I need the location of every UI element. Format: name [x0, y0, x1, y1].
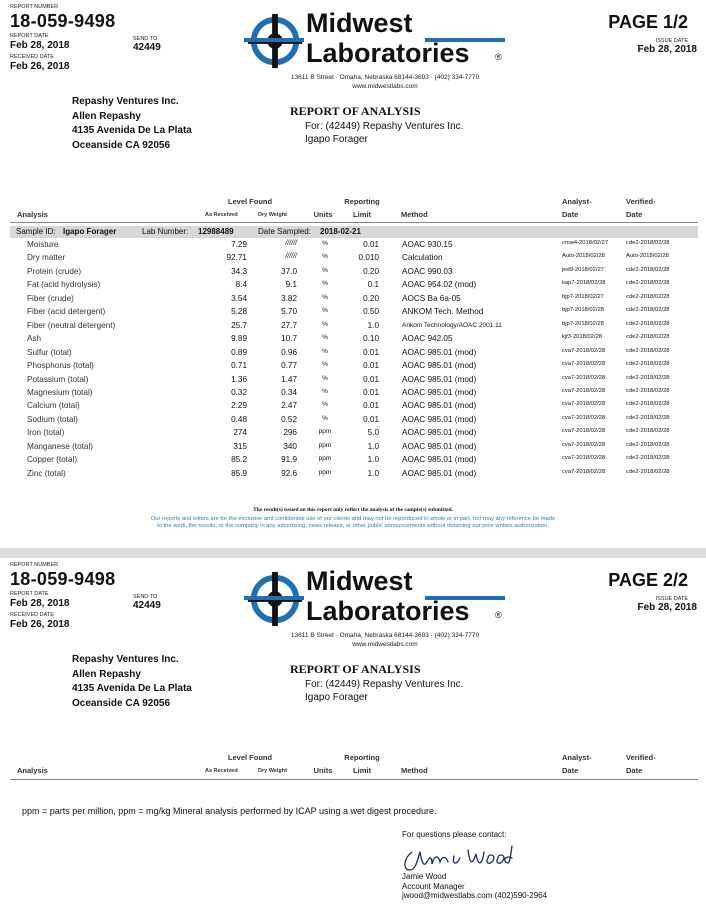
table-row [0, 428, 706, 441]
as-received-cell: 85.2 [231, 455, 247, 465]
verified-date-cell: cde2-2018/02/28 [626, 468, 670, 475]
units-cell: % [322, 414, 328, 422]
units-cell: % [322, 374, 328, 382]
report-for-line: For: (42449) Repashy Ventures Inc. [305, 121, 464, 132]
units-cell: % [322, 361, 328, 369]
client-address-block [72, 653, 192, 711]
dry-weight-cell: 1.47 [281, 374, 297, 384]
as-received-cell: 0.32 [231, 387, 247, 397]
analyst-date-cell: cva7-2018/02/28 [562, 455, 606, 462]
received-date-label: RECEIVED DATE [10, 612, 54, 618]
dry-weight-cell: 0.77 [281, 361, 297, 371]
report-date-label: REPORT DATE [10, 591, 49, 597]
verified-date-cell: cde2-2018/02/28 [626, 414, 670, 421]
verified-date-header: Date [626, 766, 643, 775]
lab-number-label: Lab Number: [142, 227, 189, 236]
report-date: Feb 28, 2018 [10, 40, 70, 51]
units-cell: ppm [318, 468, 332, 476]
method-cell: AOAC 985.01 (mod) [402, 428, 477, 438]
analysis-cell: Ash [27, 334, 42, 344]
analysis-cell: Dry matter [27, 253, 66, 263]
method-cell: AOAC 985.01 (mod) [402, 374, 477, 384]
analyst-header: Analyst- [562, 197, 592, 206]
method-cell: AOAC 954.02 (mod) [402, 280, 477, 290]
units-cell: % [322, 240, 328, 247]
dry-weight-cell: ////// [285, 240, 297, 247]
reporting-limit-cell: 1.0 [367, 441, 379, 451]
verified-date-cell: cde2-2018/02/28 [626, 293, 670, 300]
table-row [0, 455, 706, 468]
date-sampled-label: Date Sampled: [258, 227, 311, 236]
analysis-cell: Phosphorus (total) [27, 361, 94, 371]
analyst-date-cell: cva7-2018/02/28 [562, 374, 606, 381]
level-found-header: Level Found [227, 197, 273, 206]
registered-mark: ® [495, 610, 502, 620]
analyst-date-cell: cva7-2018/02/28 [562, 441, 606, 448]
client-contact: Allen Repashy [72, 110, 141, 122]
reporting-limit-cell: 0.01 [363, 401, 379, 411]
method-cell: AOAC 930.15 [402, 240, 453, 249]
page-number: PAGE 2/2 [608, 570, 688, 590]
units-cell: ppm [318, 428, 332, 436]
verified-date-cell: cde2-2018/02/28 [626, 455, 670, 462]
analyst-date-cell: cva7-2018/02/28 [562, 387, 606, 394]
as-received-cell: 85.9 [231, 468, 247, 478]
as-received-cell: 5.28 [231, 307, 247, 317]
analysis-cell: Protein (crude) [27, 266, 82, 276]
issue-date: Feb 28, 2018 [637, 44, 697, 55]
as-received-cell: 8.4 [235, 280, 247, 290]
client-city: Oceanside CA 92056 [72, 697, 171, 709]
table-row [0, 375, 706, 388]
as-received-cell: 274 [233, 428, 247, 438]
dry-weight-cell: 10.7 [281, 334, 297, 344]
dry-weight-cell: 27.7 [281, 320, 297, 330]
reporting-limit-cell: 0.20 [363, 266, 379, 276]
verified-date-cell: cde2-2018/02/28 [626, 441, 670, 448]
units-cell: % [322, 280, 328, 288]
method-cell: AOAC 985.01 (mod) [402, 455, 477, 465]
analysis-header: Analysis [17, 210, 48, 219]
as-received-cell: 25.7 [231, 320, 247, 330]
units-cell: % [322, 401, 328, 409]
method-cell: AOAC 985.01 (mod) [402, 401, 477, 411]
registered-mark: ® [495, 52, 502, 62]
units-header: Units [313, 766, 333, 775]
method-header: Method [401, 766, 428, 775]
analyst-date-cell: jed9-2018/02/27 [562, 266, 604, 273]
report-number-label: REPORT NUMBER [10, 4, 59, 10]
as-received-cell: 1.36 [231, 374, 247, 384]
analysis-cell: Fiber (neutral detergent) [27, 320, 116, 330]
analysis-header: Analysis [17, 766, 48, 775]
table-row [0, 253, 706, 266]
reporting-limit-cell: 0.20 [363, 293, 379, 303]
analysis-cell: Fiber (acid detergent) [27, 307, 106, 317]
reporting-limit-cell: 1.0 [367, 468, 379, 478]
table-row [0, 401, 706, 414]
reporting-limit-cell: 0.01 [363, 240, 379, 249]
as-received-cell: 34.3 [231, 266, 247, 276]
reporting-limit-cell: 0.10 [363, 334, 379, 344]
report-for-block [305, 120, 463, 146]
units-header: Units [313, 210, 333, 219]
analysis-cell: Magnesium (total) [27, 387, 93, 397]
reporting-limit-cell: 1.0 [367, 455, 379, 465]
analyst-date-header: Date [562, 210, 579, 219]
reporting-header: Reporting [344, 753, 380, 762]
report-product: Igapo Forager [305, 134, 368, 145]
report-number: 18-059-9498 [10, 11, 116, 31]
analysis-cell: Copper (total) [27, 455, 78, 465]
analyst-date-cell: cva7-2018/02/28 [562, 468, 606, 475]
verified-date-cell: cde2-2018/02/28 [626, 280, 670, 287]
dry-weight-cell: 92.6 [281, 468, 297, 478]
method-cell: AOCS Ba 6a-05 [402, 293, 461, 303]
issue-date-label: ISSUE DATE [655, 596, 688, 602]
as-received-cell: 0.48 [231, 414, 247, 424]
send-to-label: SEND TO [133, 594, 158, 600]
analyst-date-cell: Auto-2018/02/28 [562, 253, 605, 260]
report-title: REPORT OF ANALYSIS [290, 104, 421, 118]
verified-date-cell: cde2-2018/02/28 [626, 401, 670, 408]
report-title: REPORT OF ANALYSIS [290, 662, 421, 676]
analysis-cell: Sulfur (total) [27, 347, 72, 357]
units-cell: % [322, 387, 328, 395]
units-cell: ppm [318, 441, 332, 449]
dry-weight-cell: 0.52 [281, 414, 297, 424]
contact-title: Account Manager [402, 881, 465, 891]
level-found-header: Level Found [227, 753, 273, 762]
lab-address: 13611 B Street · Omaha, Nebraska 68144-3693 · (402) 334-7770 [290, 632, 480, 639]
analyst-header: Analyst- [562, 753, 592, 762]
verified-date-cell: cde2-2018/02/28 [626, 428, 670, 435]
client-street: 4135 Avenida De La Plata [72, 125, 192, 136]
as-received-cell: 92.71 [226, 253, 247, 263]
analyst-date-cell: bjp7-2018/02/28 [562, 320, 604, 327]
method-cell: Ankom Technology/AOAC 2001.11 [402, 321, 502, 329]
lab-name-line2: Laboratories [306, 38, 470, 68]
table-row [0, 388, 706, 401]
questions-label: For questions please contact: [402, 830, 507, 839]
client-company: Repashy Ventures Inc. [72, 654, 179, 665]
verified-header: Verified- [626, 197, 656, 206]
verified-date-cell: cde2-2018/02/28 [626, 347, 670, 354]
received-date: Feb 26, 2018 [10, 619, 70, 630]
dry-weight-cell: 3.82 [281, 293, 297, 303]
report-date: Feb 28, 2018 [10, 598, 70, 609]
lab-name-line2: Laboratories [306, 596, 470, 626]
analyst-date-cell: cva7-2018/02/28 [562, 347, 606, 354]
results-note: The result(s) issued on this report only reflect the analysis of the sample(s) submitted. [253, 507, 453, 513]
as-received-cell: 315 [233, 441, 247, 451]
analysis-cell: Manganese (total) [27, 441, 93, 451]
units-cell: % [322, 334, 328, 342]
table-row [0, 469, 706, 482]
contact-info: jwood@midwestlabs.com (402)590-2964 [402, 891, 548, 900]
client-city: Oceanside CA 92056 [72, 139, 171, 151]
client-address-block [72, 95, 192, 153]
units-cell: % [322, 266, 328, 274]
verified-date-cell: cde2-2018/02/28 [626, 240, 670, 246]
verified-date-cell: cde2-2018/02/28 [626, 361, 670, 368]
verified-date-cell: cde2-2018/02/28 [626, 320, 670, 327]
received-date: Feb 26, 2018 [10, 61, 70, 72]
table-row [0, 348, 706, 361]
analyst-date-cell: bjp7-2018/02/27 [562, 293, 604, 300]
lab-logo [240, 8, 510, 96]
report-page-2 [0, 558, 706, 920]
analyst-date-cell: cva7-2018/02/28 [562, 428, 606, 435]
analysis-cell: Zinc (total) [27, 468, 66, 478]
method-cell: Calculation [402, 253, 443, 263]
dry-weight-header: Dry Weight [258, 212, 287, 218]
confidentiality-disclaimer [0, 516, 706, 530]
analysis-cell: Sodium (total) [27, 414, 78, 424]
method-cell: AOAC 990.03 [402, 266, 453, 276]
lab-logo [240, 566, 510, 654]
reporting-limit-cell: 5.0 [367, 428, 379, 438]
dry-weight-header: Dry Weight [258, 768, 287, 774]
units-cell: % [322, 253, 328, 261]
reporting-limit-cell: 0.01 [363, 347, 379, 357]
reporting-limit-cell: 1.0 [367, 320, 379, 330]
client-street: 4135 Avenida De La Plata [72, 683, 192, 694]
as-received-header: As Received [205, 768, 238, 774]
dry-weight-cell: ////// [285, 253, 297, 261]
report-date-label: REPORT DATE [10, 33, 49, 39]
analysis-cell: Fat (acid hydrolysis) [27, 280, 101, 290]
dry-weight-cell: 37.0 [281, 266, 297, 276]
method-cell: AOAC 985.01 (mod) [402, 441, 477, 451]
as-received-cell: 0.71 [231, 361, 247, 371]
analyst-date-cell: cva7-2018/02/28 [562, 361, 606, 368]
table-row [0, 415, 706, 428]
dry-weight-cell: 296 [283, 428, 297, 438]
reporting-limit-cell: 0.01 [363, 361, 379, 371]
lab-name-line1: Midwest [306, 8, 413, 38]
table-row [0, 442, 706, 455]
reporting-limit-cell: 0.010 [358, 253, 379, 263]
analysis-cell: Potassium (total) [27, 374, 89, 384]
table-row [0, 280, 706, 293]
reporting-limit-cell: 0.50 [363, 307, 379, 317]
dry-weight-cell: 9.1 [285, 280, 297, 290]
verified-date-cell: cde2-2018/02/28 [626, 387, 670, 394]
analyst-date-cell: kap7-2018/02/28 [562, 280, 606, 287]
page-separator [0, 548, 706, 558]
method-cell: ANKOM Tech. Method [402, 307, 484, 317]
analyst-date-cell: kjf3-2018/02/28 [562, 334, 602, 341]
reporting-limit-cell: 0.01 [363, 374, 379, 384]
as-received-cell: 9.89 [231, 334, 247, 344]
method-cell: AOAC 985.01 (mod) [402, 347, 477, 357]
issue-date: Feb 28, 2018 [637, 602, 697, 613]
verified-date-cell: cde2-2018/02/28 [626, 334, 670, 341]
contact-block [402, 872, 547, 901]
as-received-cell: 7.29 [231, 240, 247, 249]
client-contact: Allen Repashy [72, 668, 141, 680]
table-row [0, 240, 706, 253]
page-number: PAGE 1/2 [608, 12, 688, 32]
client-company: Repashy Ventures Inc. [72, 96, 179, 107]
method-cell: AOAC 942.05 [402, 334, 453, 344]
report-number: 18-059-9498 [10, 569, 116, 589]
units-cell: % [322, 347, 328, 355]
dry-weight-cell: 0.96 [281, 347, 297, 357]
method-header: Method [401, 210, 428, 219]
table-row [0, 267, 706, 280]
analyst-date-header: Date [562, 766, 579, 775]
lab-website: www.midwestlabs.com [352, 83, 418, 90]
lab-address: 13611 B Street · Omaha, Nebraska 68144-3693 · (402) 334-7770 [290, 74, 480, 81]
dry-weight-cell: 91.9 [281, 455, 297, 465]
table-row [0, 321, 706, 334]
report-number-label: REPORT NUMBER [10, 562, 59, 568]
sample-id-label: Sample ID: [16, 227, 56, 236]
contact-name: Jamie Wood [402, 872, 447, 881]
as-received-header: As Received [205, 212, 238, 218]
units-cell: % [322, 320, 328, 328]
dry-weight-cell: 340 [283, 441, 297, 451]
method-cell: AOAC 985.01 (mod) [402, 361, 477, 371]
units-cell: % [322, 293, 328, 301]
analyst-date-cell: bjp7-2018/02/28 [562, 307, 604, 314]
verified-date-cell: Auto-2018/02/28 [626, 253, 669, 260]
method-cell: AOAC 985.01 (mod) [402, 468, 477, 478]
verified-date-cell: cde2-2018/02/28 [626, 374, 670, 381]
report-for-block [305, 678, 463, 704]
lab-number: 12988489 [198, 227, 234, 236]
verified-header: Verified- [626, 753, 656, 762]
analysis-cell: Moisture [27, 240, 59, 249]
date-sampled: 2018-02-21 [320, 227, 361, 236]
verified-date-cell: cde2-2018/02/28 [626, 307, 670, 314]
method-cell: AOAC 985.01 (mod) [402, 387, 477, 397]
report-for-line: For: (42449) Repashy Ventures Inc. [305, 679, 464, 690]
limit-header: Limit [353, 210, 371, 219]
send-to: 42449 [133, 600, 161, 611]
analyst-date-cell: cmw4-2018/02/27 [562, 240, 609, 246]
sample-id: Igapo Forager [63, 227, 117, 236]
issue-date-label: ISSUE DATE [655, 38, 688, 44]
units-cell: % [322, 307, 328, 315]
table-row [0, 334, 706, 347]
ppm-note: ppm = parts per million, ppm = mg/kg Mineral analysis performed by ICAP using a wet digest procedure. [22, 806, 437, 816]
disclaimer-line-1: Our reports and letters are for the exclusive and confidential use of our clients and may not be reproduced in whole or in part, nor may any reference be made [150, 516, 556, 522]
reporting-header: Reporting [344, 197, 380, 206]
report-product: Igapo Forager [305, 692, 368, 703]
send-to-label: SEND TO [133, 36, 158, 42]
lab-website: www.midwestlabs.com [352, 641, 418, 648]
analysis-cell: Iron (total) [27, 428, 65, 438]
received-date-label: RECEIVED DATE [10, 54, 54, 60]
method-cell: AOAC 985.01 (mod) [402, 414, 477, 424]
reporting-limit-cell: 0.1 [367, 280, 379, 290]
lab-name-line1: Midwest [306, 566, 413, 596]
reporting-limit-cell: 0.01 [363, 387, 379, 397]
as-received-cell: 2.29 [231, 401, 247, 411]
verified-date-cell: cde2-2018/02/28 [626, 266, 670, 273]
table-row [0, 307, 706, 320]
dry-weight-cell: 2.47 [281, 401, 297, 411]
table-row [0, 361, 706, 374]
sample-info-bar [10, 226, 698, 238]
units-cell: ppm [318, 455, 332, 463]
table-row [0, 294, 706, 307]
as-received-cell: 3.54 [231, 293, 247, 303]
disclaimer-line-2: to the work, the results, or the company in any advertising, news release, or other public announcements without obtaining our prior written authorization. [157, 523, 549, 529]
dry-weight-cell: 5.70 [281, 307, 297, 317]
as-received-cell: 0.89 [231, 347, 247, 357]
analysis-cell: Fiber (crude) [27, 293, 74, 303]
limit-header: Limit [353, 766, 371, 775]
analyst-date-cell: cva7-2018/02/28 [562, 401, 606, 408]
send-to: 42449 [133, 42, 161, 53]
verified-date-header: Date [626, 210, 643, 219]
analyst-date-cell: cva7-2018/02/28 [562, 414, 606, 421]
reporting-limit-cell: 0.01 [363, 414, 379, 424]
dry-weight-cell: 0.34 [281, 387, 297, 397]
analysis-cell: Calcium (total) [27, 401, 80, 411]
